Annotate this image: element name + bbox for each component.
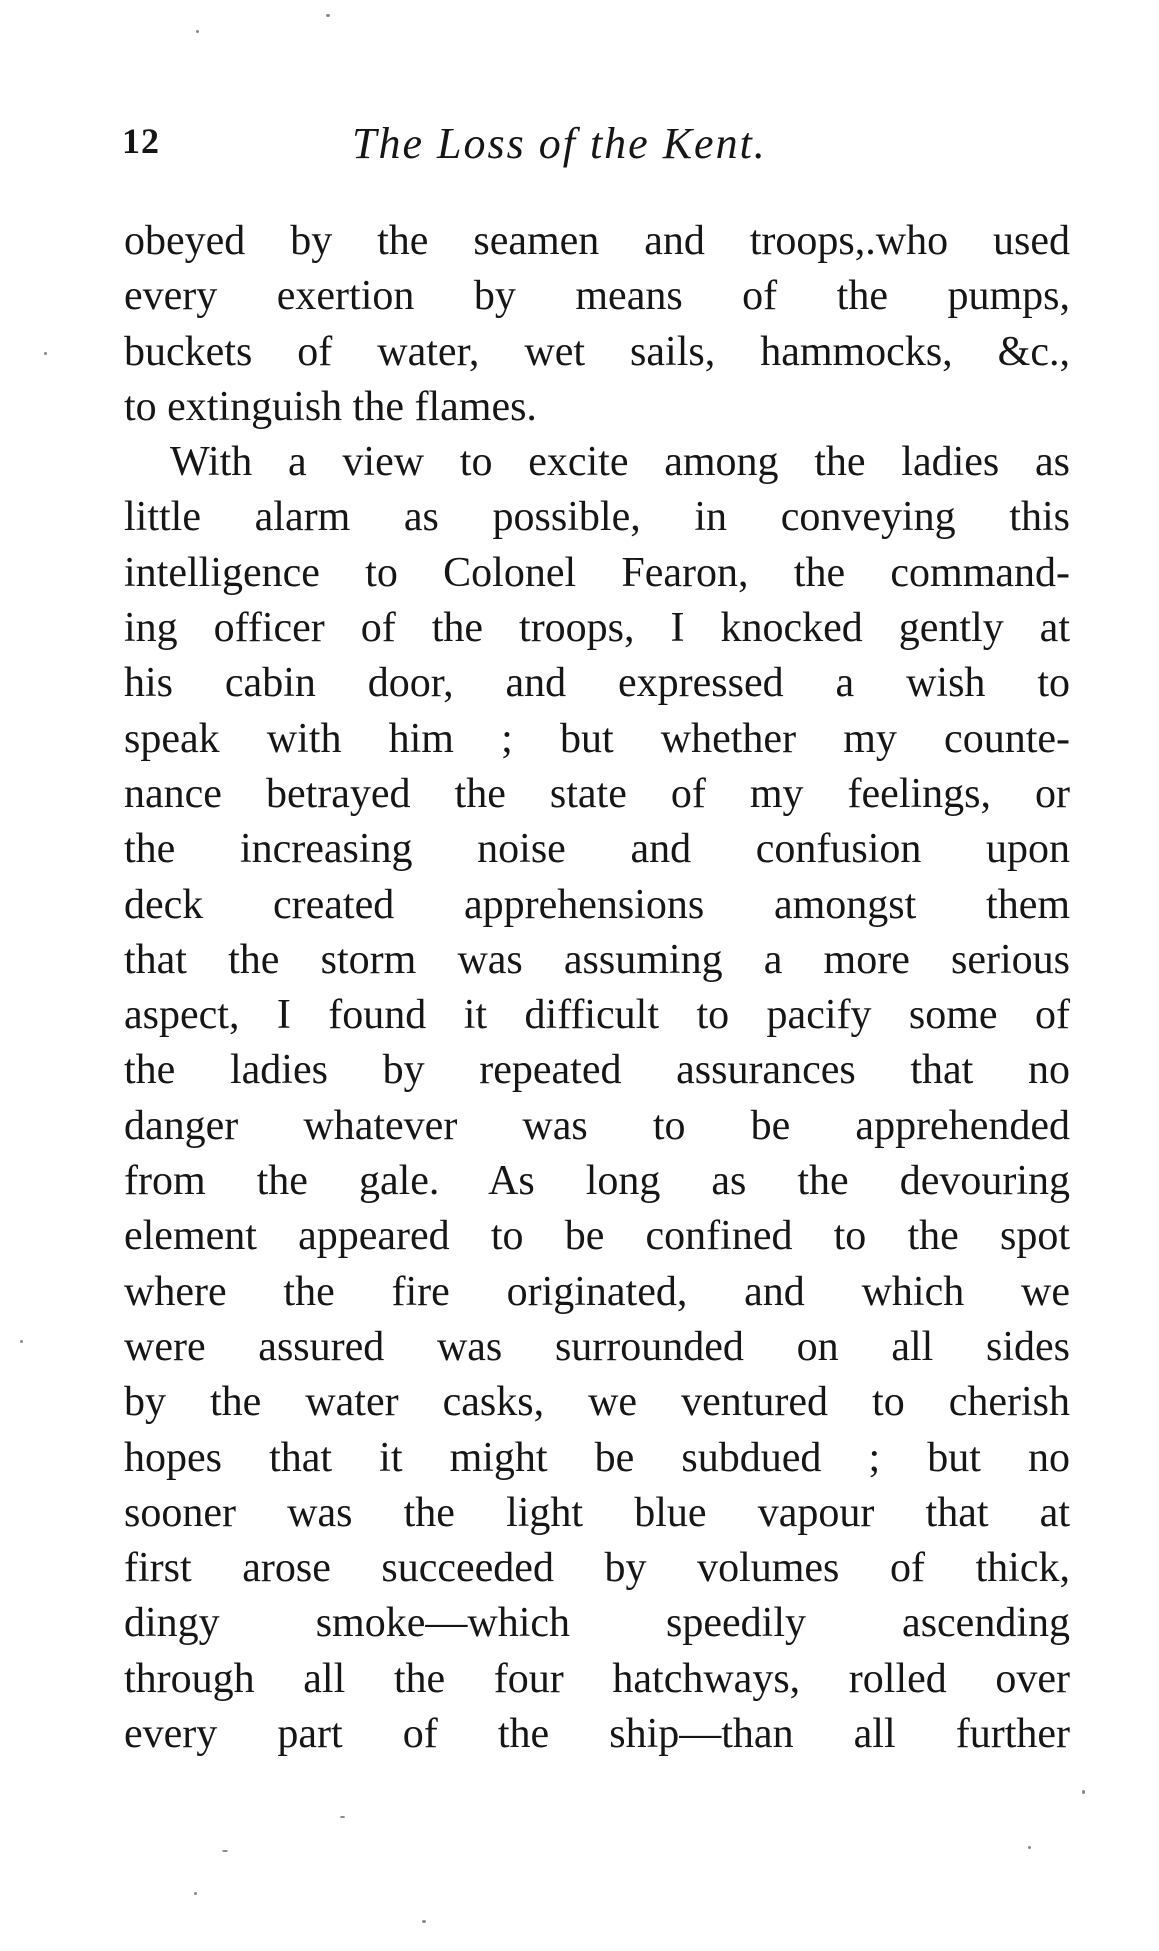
text-line: little alarm as possible, in conveying this <box>124 494 1070 541</box>
text-line: hopes that it might be subdued ; but no <box>124 1434 1070 1481</box>
text-line: With a view to excite among the ladies as <box>170 439 1070 486</box>
text-line: dingy smoke—which speedily ascending <box>124 1600 1070 1647</box>
text-line: first arose succeeded by volumes of thick, <box>124 1545 1070 1592</box>
text-line: buckets of water, wet sails, hammocks, &c., <box>124 328 1070 375</box>
text-line: speak with him ; but whether my counte- <box>124 715 1070 762</box>
text-line: the increasing noise and confusion upon <box>124 826 1070 873</box>
scan-speck <box>222 1850 228 1852</box>
scan-speck <box>1028 1846 1031 1849</box>
scan-speck <box>196 30 199 33</box>
scan-speck <box>326 14 330 17</box>
text-line: where the fire originated, and which we <box>124 1268 1070 1315</box>
text-line: to extinguish the flames. <box>124 383 537 430</box>
text-line: intelligence to Colonel Fearon, the command- <box>124 549 1070 596</box>
scan-speck <box>1082 1790 1085 1794</box>
scan-speck <box>422 1920 426 1923</box>
text-line: every exertion by means of the pumps, <box>124 273 1070 320</box>
text-line: danger whatever was to be apprehended <box>124 1102 1070 1149</box>
scan-speck <box>194 1892 197 1895</box>
text-line: obeyed by the seamen and troops,.who used <box>124 218 1070 264</box>
text-line: element appeared to be confined to the spot <box>124 1213 1070 1260</box>
text-line: by the water casks, we ventured to cherish <box>124 1379 1070 1426</box>
text-line: that the storm was assuming a more serious <box>124 936 1070 983</box>
running-head: The Loss of the Kent. <box>352 119 767 168</box>
body-text <box>124 214 1070 1762</box>
page-number: 12 <box>122 121 160 161</box>
text-line: aspect, I found it difficult to pacify some of <box>124 992 1070 1039</box>
scan-speck <box>20 1340 23 1343</box>
text-line: deck created apprehensions amongst them <box>124 881 1070 928</box>
text-line: every part of the ship—than all further <box>124 1711 1070 1758</box>
text-line: through all the four hatchways, rolled over <box>124 1655 1070 1702</box>
text-line: his cabin door, and expressed a wish to <box>124 660 1070 707</box>
text-line: were assured was surrounded on all sides <box>124 1323 1070 1370</box>
scan-speck <box>44 352 47 355</box>
text-line: the ladies by repeated assurances that no <box>124 1047 1070 1094</box>
page-header <box>122 118 1080 178</box>
scan-speck <box>340 1816 345 1818</box>
text-line: sooner was the light blue vapour that at <box>124 1489 1070 1536</box>
text-line: ing officer of the troops, I knocked gently at <box>124 605 1070 652</box>
text-line: nance betrayed the state of my feelings, or <box>124 770 1070 817</box>
text-line: from the gale. As long as the devouring <box>124 1158 1070 1205</box>
